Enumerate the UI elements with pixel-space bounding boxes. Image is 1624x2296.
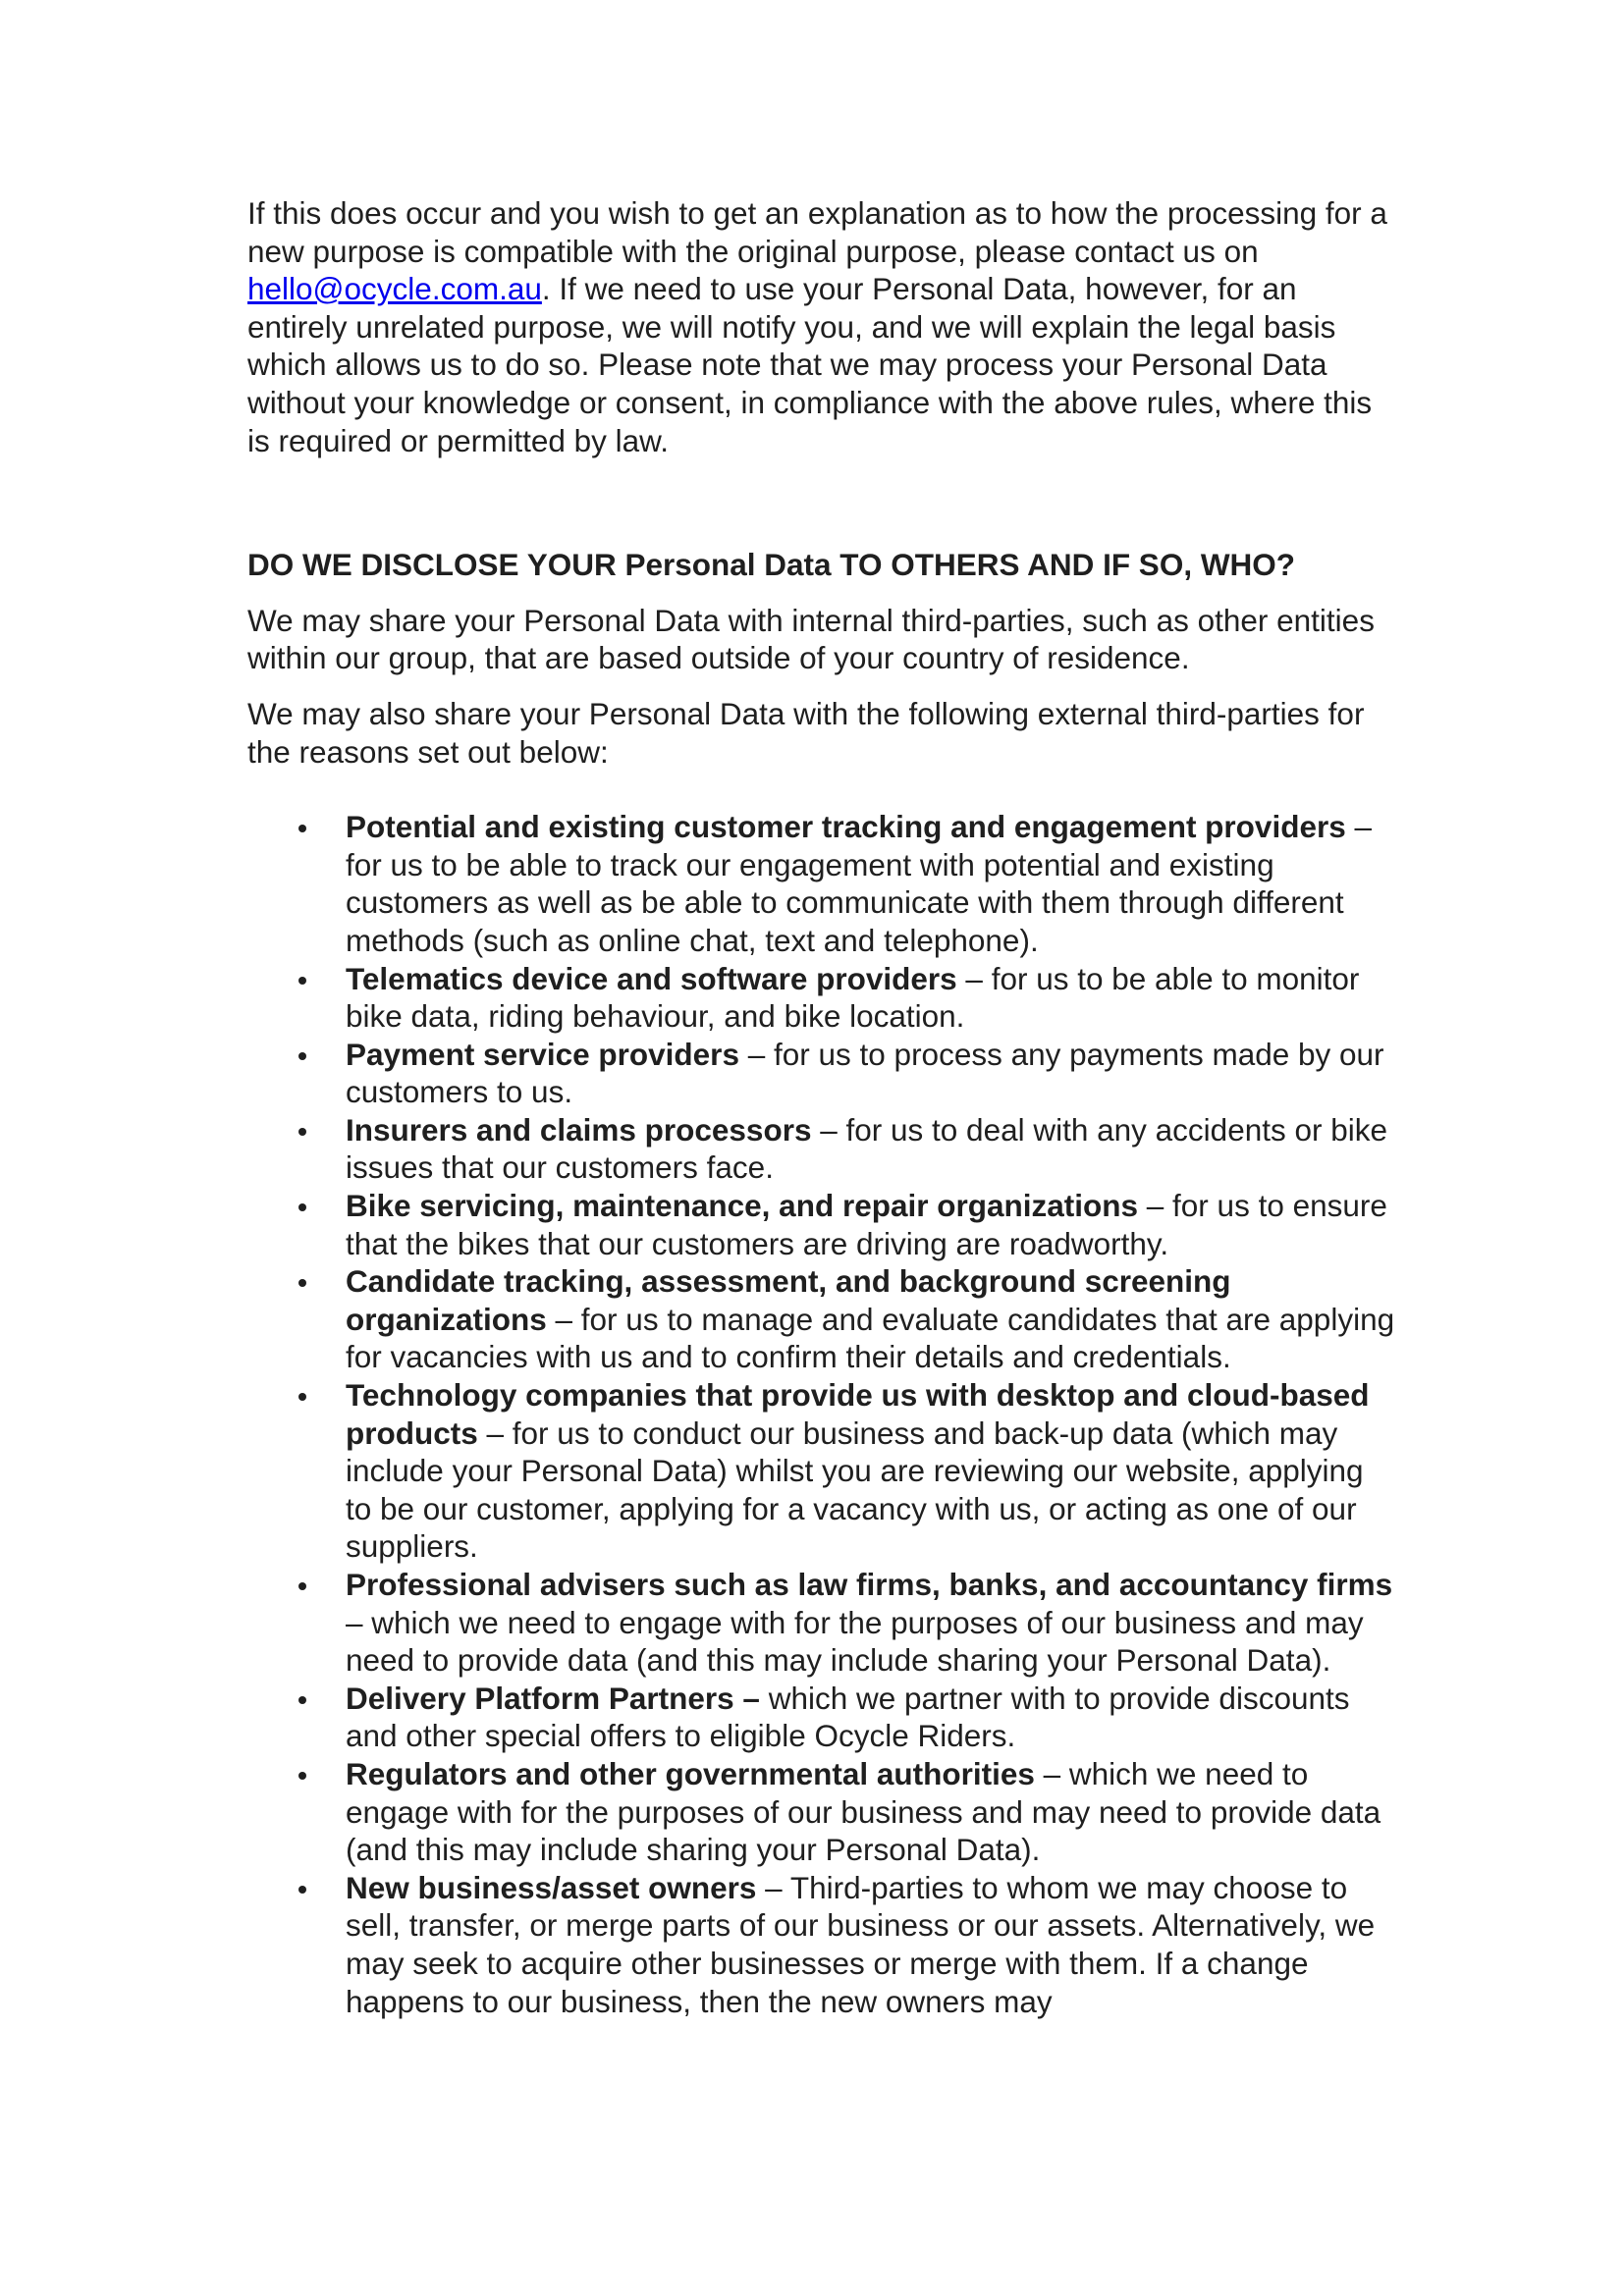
list-item: [247, 960, 1396, 1036]
list-item: [247, 1869, 1396, 2020]
list-item-title: Delivery Platform Partners –: [346, 1680, 760, 1716]
list-item-title: Technology companies that provide us with desktop and cloud-based products: [346, 1377, 1370, 1451]
intro-text-before: If this does occur and you wish to get an explanation as to how the processing for a new purpose is compatible with the original purpose, please contact us on: [247, 195, 1387, 269]
list-item-text: which we partner with to provide discounts and other special offers to eligible Ocycle Riders.: [346, 1680, 1350, 1754]
list-item-title: Payment service providers: [346, 1036, 739, 1072]
list-item-text: – for us to process any payments made by our customers to us.: [346, 1036, 1384, 1110]
list-item-text: – Third-parties to whom we may choose to sell, transfer, or merge parts of our business or our assets. Alternatively, we may seek to acquire other businesses or merge with them. If a change happens to our business, then the new owners may: [346, 1869, 1376, 2019]
section-heading: DO WE DISCLOSE YOUR Personal Data TO OTHERS AND IF SO, WHO?: [247, 547, 1296, 583]
intro-paragraph: [247, 194, 1396, 459]
list-item-text: – for us to be able to monitor bike data, riding behaviour, and bike location.: [346, 960, 1360, 1035]
list-item: [247, 1566, 1396, 1680]
list-item: [247, 808, 1396, 959]
list-item-text: – for us to manage and evaluate candidates that are applying for vacancies with us and to confirm their details and credentials.: [346, 1301, 1395, 1375]
list-item: [247, 1262, 1396, 1376]
list-item: [247, 1111, 1396, 1187]
contact-email-link[interactable]: hello@ocycle.com.au: [247, 271, 542, 307]
document-page: [247, 194, 1396, 2020]
list-item-title: Professional advisers such as law firms, banks, and accountancy firms: [346, 1567, 1393, 1602]
section-paragraph-external: We may also share your Personal Data with the following external third-parties for the reasons set out below:: [247, 695, 1365, 770]
list-item-title: New business/asset owners: [346, 1869, 757, 1905]
list-item: [247, 1036, 1396, 1111]
list-item-text: – for us to ensure that the bikes that our customers are driving are roadworthy.: [346, 1188, 1387, 1261]
list-item: [247, 1680, 1396, 1755]
list-item-title: Candidate tracking, assessment, and background screening organizations: [346, 1263, 1231, 1337]
list-item-text: – for us to conduct our business and back-up data (which may include your Personal Data) whilst you are reviewing our website, applying to be our customer, applying for a vacancy with us, or acting as one of our suppliers.: [346, 1415, 1364, 1565]
list-item: [247, 1755, 1396, 1869]
list-item-text: – which we need to engage with for the purposes of our business and may need to provide data (and this may include sharing your Personal Data).: [346, 1755, 1381, 1868]
list-item-text: – which we need to engage with for the purposes of our business and may need to provide data (and this may include sharing your Personal Data).: [346, 1604, 1364, 1679]
list-item-title: Telematics device and software providers: [346, 960, 957, 996]
list-item-text: – for us to be able to track our engagement with potential and existing customers as well as be able to communicate with them through different methods (such as online chat, text and telephone).: [346, 809, 1373, 958]
list-item-title: Insurers and claims processors: [346, 1111, 812, 1148]
third-party-list: [247, 808, 1396, 2020]
list-item-title: Bike servicing, maintenance, and repair organizations: [346, 1188, 1139, 1224]
intro-text-after: . If we need to use your Personal Data, however, for an entirely unrelated purpose, we will notify you, and we will explain the legal basis which allows us to do so. Please note that we may process your Personal Data without your knowledge or consent, in compliance with the above rules, where this is required or permitted by law.: [247, 271, 1373, 458]
list-item: [247, 1187, 1396, 1262]
list-item-title: Potential and existing customer tracking and engagement providers: [346, 809, 1346, 845]
section-paragraph-internal: We may share your Personal Data with internal third-parties, such as other entities within our group, that are based outside of your country of residence.: [247, 602, 1375, 676]
list-item: [247, 1376, 1396, 1566]
list-item-text: – for us to deal with any accidents or bike issues that our customers face.: [346, 1111, 1388, 1186]
list-item-title: Regulators and other governmental authorities: [346, 1755, 1035, 1791]
